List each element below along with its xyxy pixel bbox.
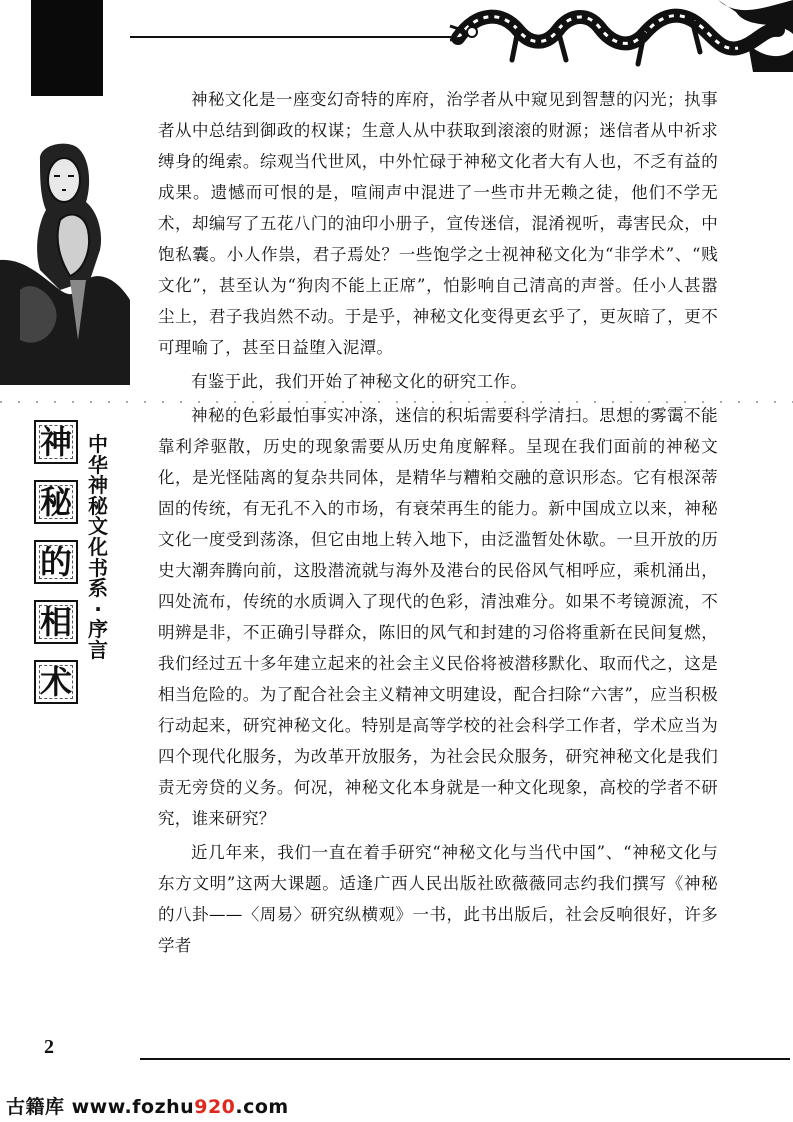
book-title-char: 的 (34, 540, 78, 584)
paragraph: 近几年来，我们一直在着手研究“神秘文化与当代中国”、“神秘文化与东方文明”这两大课题。适逢广西人民出版社欧薇薇同志约我们撰写《神秘的八卦——〈周易〉研究纵横观》一书，此书出版后，社会反响很好，许多学者 (158, 843, 718, 955)
book-title-char: 相 (34, 600, 78, 644)
woman-portrait-illustration-icon (0, 140, 130, 385)
dragon-ornament-icon (448, 0, 793, 72)
paragraph: 有鉴于此，我们开始了神秘文化的研究工作。 (191, 372, 527, 391)
site-watermark (6, 1092, 289, 1119)
book-title-char: 术 (34, 660, 78, 704)
book-title-char: 秘 (34, 480, 78, 524)
page-number: 2 (44, 1036, 54, 1058)
book-title-char: 神 (34, 420, 78, 464)
body-text (158, 84, 718, 961)
corner-black-block (31, 0, 103, 96)
header-rule (130, 36, 460, 38)
watermark-suffix: .com (235, 1096, 289, 1118)
series-title: 中华神秘文化书系·序言 (88, 432, 108, 662)
watermark-number: 920 (194, 1096, 236, 1118)
footer-rule (140, 1058, 790, 1060)
book-title-vertical (34, 420, 78, 720)
paragraph: 神秘的色彩最怕事实冲涤，迷信的积垢需要科学清扫。思想的雾霭不能靠利斧驱散，历史的现象需要从历史角度解释。呈现在我们面前的神秘文化，是光怪陆离的复杂共同体，是精华与糟粕交融的意识形态。它有根深蒂固的传统，有无孔不入的市场，有衰荣再生的能力。新中国成立以来，神秘文化一度受到荡涤，但它由地上转入地下，由泛滥暂处休歇。一旦开放的历史大潮奔腾向前，这股潜流就与海外及港台的民俗风气相呼应，乘机涌出，四处流布，传统的水质调入了现代的色彩，清浊难分。如果不考镜源流，不明辨是非，不正确引导群众，陈旧的风气和封建的习俗将重新在民间复燃，我们经过五十多年建立起来的社会主义民俗将被潜移默化、取而代之，这是相当危险的。为了配合社会主义精神文明建设，配合扫除“六害”，应当积极行动起来，研究神秘文化。特别是高等学校的社会科学工作者，学术应当为四个现代化服务，为改革开放服务，为社会民众服务，研究神秘文化是我们责无旁贷的义务。何况，神秘文化本身就是一种文化现象，高校的学者不研究，谁来研究？ (158, 406, 718, 828)
paragraph: 神秘文化是一座变幻奇特的库府，治学者从中窥见到智慧的闪光；执事者从中总结到御政的权谋；生意人从中获取到滚滚的财源；迷信者从中祈求缚身的绳索。综观当代世风，中外忙碌于神秘文化者大有人也，不乏有益的成果。遗憾而可恨的是，喧闹声中混进了一些市井无赖之徒，他们不学无术，却编写了五花八门的油印小册子，宣传迷信，混淆视听，毒害民众，中饱私囊。小人作祟，君子焉处？一些饱学之士视神秘文化为“非学术”、“贱文化”，甚至认为“狗肉不能上正席”，怕影响自己清高的声誉。任小人甚嚣尘上，君子我岿然不动。于是乎，神秘文化变得更玄乎了，更灰暗了，更不可理喻了，甚至日益堕入泥潭。 (158, 90, 718, 357)
watermark-prefix: 古籍库 www.fozhu (6, 1096, 195, 1118)
